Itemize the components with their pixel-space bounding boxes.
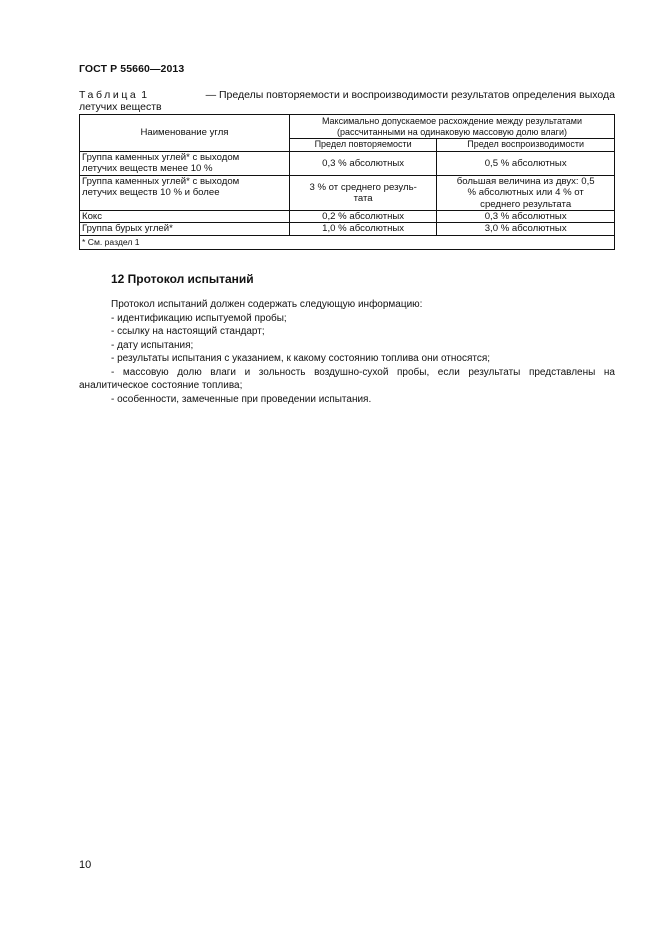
row-coal-name: Группа каменных углей* с выходом летучих веществ 10 % и более — [80, 175, 290, 210]
row-coal-name: Группа каменных углей* с выходом летучих веществ менее 10 % — [80, 152, 290, 176]
table-caption — [79, 89, 615, 113]
table-row — [80, 152, 615, 176]
row-repeatability: 3 % от среднего резуль- тата — [289, 175, 436, 210]
header-coal-name: Наименование угля — [80, 115, 290, 152]
table-caption-label: Таблица 1 — [79, 89, 148, 101]
section-intro: Протокол испытаний должен содержать следующую информацию: — [111, 299, 423, 310]
section-title: 12 Протокол испытаний — [111, 272, 254, 286]
table-header-row — [80, 115, 615, 139]
standard-header: ГОСТ Р 55660—2013 — [79, 63, 185, 75]
list-item: - ссылку на настоящий стандарт; — [111, 326, 265, 337]
row-reproducibility: 0,3 % абсолютных — [437, 211, 615, 223]
section-body — [79, 298, 615, 406]
table-row — [80, 211, 615, 223]
list-item: - массовую долю влаги и зольность воздушно-сухой пробы, если результаты представлены на аналитическое состояние топлива; — [79, 366, 615, 391]
row-coal-name: Кокс — [80, 211, 290, 223]
row-repeatability: 0,3 % абсолютных — [289, 152, 436, 176]
table-footnote-row — [80, 235, 615, 249]
table-row — [80, 175, 615, 210]
list-item: - дату испытания; — [111, 339, 194, 351]
row-repeatability: 0,2 % абсолютных — [289, 211, 436, 223]
row-reproducibility: большая величина из двух: 0,5 % абсолютных или 4 % от среднего результата — [437, 175, 615, 210]
table-caption-text: — Пределы повторяемости и воспроизводимости результатов определения выхода — [205, 89, 615, 101]
header-max-discrepancy: Максимально допускаемое расхождение между результатами (рассчитанными на одинаковую массовую долю влаги) — [289, 115, 614, 139]
header-reproducibility: Предел воспроизводимости — [437, 139, 615, 152]
list-item: - особенности, замеченные при проведении испытания. — [111, 393, 372, 405]
list-item: - идентификацию испытуемой пробы; — [111, 312, 287, 324]
list-item: - результаты испытания с указанием, к какому состоянию топлива они относятся; — [111, 353, 491, 364]
header-repeatability: Предел повторяемости — [289, 139, 436, 152]
row-reproducibility: 3,0 % абсолютных — [437, 223, 615, 235]
table-footnote: * См. раздел 1 — [80, 235, 615, 249]
limits-table — [79, 114, 615, 250]
page-number: 10 — [79, 859, 92, 871]
row-coal-name: Группа бурых углей* — [80, 223, 290, 235]
row-repeatability: 1,0 % абсолютных — [289, 223, 436, 235]
table-row — [80, 223, 615, 235]
row-reproducibility: 0,5 % абсолютных — [437, 152, 615, 176]
table-caption-text-line2: летучих веществ — [79, 101, 162, 113]
